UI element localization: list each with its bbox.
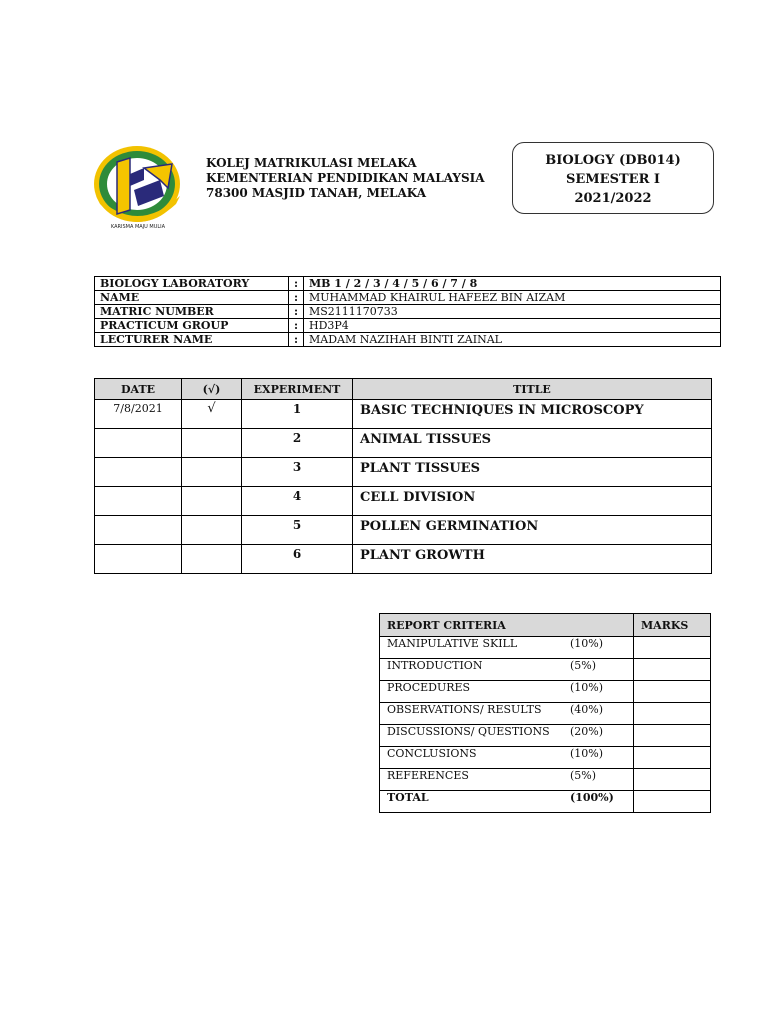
criteria-mark[interactable] [634,769,711,791]
criteria-percent: (5%) [570,659,634,681]
info-row [95,277,721,291]
criteria-row [380,637,711,659]
marks-header: MARKS [634,614,711,637]
experiment-tick[interactable] [182,429,242,458]
criteria-percent: (10%) [570,747,634,769]
criteria-mark[interactable] [634,637,711,659]
criteria-name: REFERENCES [380,769,571,791]
info-row [95,305,721,319]
info-separator: : [289,319,304,333]
info-value[interactable]: MB 1 / 2 / 3 / 4 / 5 / 6 / 7 / 8 [304,277,721,291]
svg-text:KARISMA MAJU MULIA: KARISMA MAJU MULIA [110,224,166,230]
experiment-number: 5 [242,516,353,545]
criteria-row [380,725,711,747]
experiment-date[interactable] [95,429,182,458]
criteria-mark[interactable] [634,725,711,747]
experiment-header: EXPERIMENT [242,379,353,400]
info-value[interactable]: MS2111170733 [304,305,721,319]
experiment-title: BASIC TECHNIQUES IN MICROSCOPY [353,400,712,429]
experiment-number: 4 [242,487,353,516]
info-separator: : [289,291,304,305]
date-header: DATE [95,379,182,400]
info-separator: : [289,277,304,291]
criteria-name: CONCLUSIONS [380,747,571,769]
experiment-row [95,400,712,429]
student-info-table [94,276,721,347]
criteria-mark[interactable] [634,681,711,703]
total-mark[interactable] [634,791,711,813]
info-row [95,319,721,333]
criteria-percent: (10%) [570,637,634,659]
experiment-row [95,516,712,545]
criteria-row [380,681,711,703]
criteria-header-row [380,614,711,637]
criteria-mark[interactable] [634,747,711,769]
experiment-row [95,458,712,487]
experiment-row [95,429,712,458]
tick-header: (√) [182,379,242,400]
criteria-row [380,659,711,681]
info-label: MATRIC NUMBER [95,305,289,319]
experiment-date[interactable] [95,458,182,487]
ministry-name: KEMENTERIAN PENDIDIKAN MALAYSIA [206,171,485,185]
info-label: PRACTICUM GROUP [95,319,289,333]
experiment-title: POLLEN GERMINATION [353,516,712,545]
college-name: KOLEJ MATRIKULASI MELAKA [206,156,417,170]
info-row [95,291,721,305]
experiment-number: 2 [242,429,353,458]
course-box [512,142,714,214]
info-separator: : [289,305,304,319]
report-criteria-table [379,613,711,813]
experiments-table [94,378,712,574]
info-separator: : [289,333,304,347]
title-header: TITLE [353,379,712,400]
total-label: TOTAL [380,791,571,813]
experiment-number: 1 [242,400,353,429]
experiment-tick[interactable]: √ [182,400,242,429]
criteria-name: DISCUSSIONS/ QUESTIONS [380,725,571,747]
criteria-row [380,703,711,725]
experiment-number: 6 [242,545,353,574]
criteria-row [380,769,711,791]
criteria-percent: (5%) [570,769,634,791]
criteria-name: INTRODUCTION [380,659,571,681]
experiment-date[interactable]: 7/8/2021 [95,400,182,429]
session-year: 2021/2022 [574,191,652,206]
course-code: BIOLOGY (DB014) [545,153,681,168]
college-address [206,156,485,201]
info-value[interactable]: HD3P4 [304,319,721,333]
criteria-name: PROCEDURES [380,681,571,703]
criteria-mark[interactable] [634,659,711,681]
experiment-number: 3 [242,458,353,487]
experiments-header-row [95,379,712,400]
experiment-date[interactable] [95,545,182,574]
criteria-row [380,747,711,769]
criteria-name: OBSERVATIONS/ RESULTS [380,703,571,725]
experiment-tick[interactable] [182,545,242,574]
criteria-name: MANIPULATIVE SKILL [380,637,571,659]
experiment-title: ANIMAL TISSUES [353,429,712,458]
experiment-date[interactable] [95,516,182,545]
info-value[interactable]: MUHAMMAD KHAIRUL HAFEEZ BIN AIZAM [304,291,721,305]
college-location: 78300 MASJID TANAH, MELAKA [206,186,427,200]
experiment-title: PLANT GROWTH [353,545,712,574]
info-value[interactable]: MADAM NAZIHAH BINTI ZAINAL [304,333,721,347]
info-row [95,333,721,347]
info-label: LECTURER NAME [95,333,289,347]
college-logo [92,144,186,234]
criteria-percent: (40%) [570,703,634,725]
experiment-tick[interactable] [182,458,242,487]
experiment-date[interactable] [95,487,182,516]
experiment-title: PLANT TISSUES [353,458,712,487]
info-label: NAME [95,291,289,305]
info-label: BIOLOGY LABORATORY [95,277,289,291]
semester: SEMESTER I [566,172,660,187]
experiment-row [95,487,712,516]
experiment-tick[interactable] [182,487,242,516]
experiment-tick[interactable] [182,516,242,545]
criteria-percent: (10%) [570,681,634,703]
criteria-header: REPORT CRITERIA [380,614,634,637]
criteria-total-row [380,791,711,813]
experiment-row [95,545,712,574]
total-percent: (100%) [570,791,634,813]
criteria-percent: (20%) [570,725,634,747]
criteria-mark[interactable] [634,703,711,725]
experiment-title: CELL DIVISION [353,487,712,516]
